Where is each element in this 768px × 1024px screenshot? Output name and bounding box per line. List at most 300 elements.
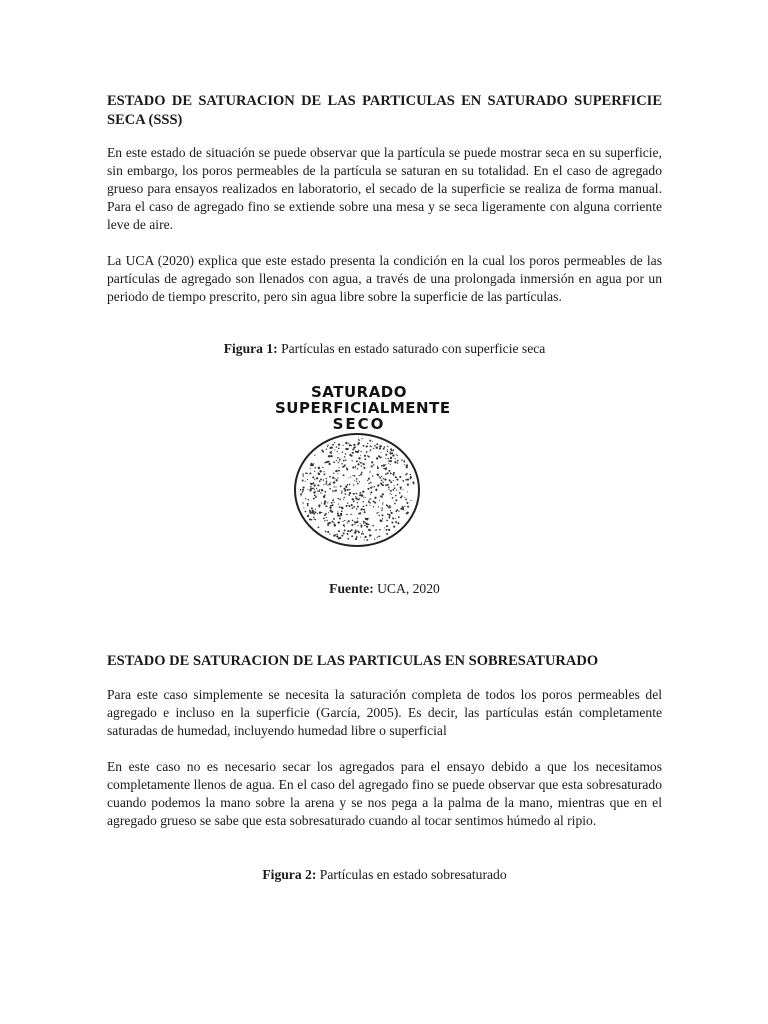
stipple-dot [333, 499, 334, 500]
figure1-source-label: Fuente: [329, 581, 374, 596]
stipple-dot [361, 472, 363, 474]
stipple-dot [366, 505, 368, 507]
stipple-dot [397, 460, 399, 462]
stipple-dot [387, 451, 388, 452]
stipple-dot [393, 475, 394, 476]
stipple-dot [400, 508, 402, 510]
stipple-dot [338, 470, 340, 472]
stipple-dot [387, 458, 388, 459]
stipple-dot [399, 476, 401, 478]
stipple-dot [370, 482, 372, 484]
stipple-dot [356, 508, 358, 510]
stipple-dot [302, 502, 303, 503]
stipple-dot [349, 444, 351, 446]
stipple-dot [305, 498, 306, 499]
stipple-dot [359, 492, 361, 494]
stipple-dot [357, 483, 359, 485]
stipple-dot [329, 476, 331, 478]
stipple-dot [355, 497, 357, 499]
stipple-dot [376, 447, 378, 449]
stipple-dot [310, 464, 312, 466]
stipple-dot [399, 492, 401, 494]
stipple-dot [357, 530, 358, 531]
stipple-dot [385, 458, 386, 459]
stipple-dot [313, 511, 314, 512]
stipple-dot [322, 467, 323, 468]
stipple-dot [337, 451, 338, 452]
stipple-dot [341, 493, 342, 494]
stipple-dot [357, 525, 358, 526]
stipple-dot [357, 506, 359, 508]
stipple-dot [323, 495, 325, 497]
stipple-dot [355, 467, 356, 468]
stipple-dot [401, 497, 402, 498]
stipple-dot [315, 508, 316, 509]
stipple-dot [368, 501, 370, 503]
stipple-dot [303, 507, 304, 508]
stipple-dot [397, 522, 399, 524]
stipple-dot [340, 485, 342, 487]
stipple-dot [313, 513, 315, 515]
stipple-dot [392, 517, 394, 519]
stipple-dot [360, 455, 361, 456]
stipple-dot [345, 448, 347, 450]
stipple-dot [359, 461, 360, 462]
stipple-dot [381, 514, 383, 516]
stipple-dot [387, 513, 389, 515]
stipple-dot [365, 518, 367, 520]
stipple-dot [328, 463, 330, 465]
stipple-dot [343, 499, 344, 500]
stipple-dot [345, 459, 347, 461]
stipple-dot [332, 477, 334, 479]
stipple-dot [324, 520, 325, 521]
section-heading-sobresaturado: ESTADO DE SATURACION DE LAS PARTICULAS EN SOBRESATURADO [107, 653, 599, 669]
stipple-dot [370, 498, 372, 500]
stipple-dot [331, 521, 333, 523]
stipple-dot [384, 446, 386, 448]
stipple-dot [402, 508, 404, 510]
stipple-dot [316, 477, 318, 479]
stipple-dot [343, 497, 344, 498]
stipple-dot [309, 512, 311, 514]
stipple-dot [360, 473, 362, 475]
stipple-dot [405, 479, 407, 481]
stipple-dot [406, 502, 408, 504]
stipple-dot [383, 464, 385, 466]
stipple-dot [329, 533, 330, 534]
stipple-dot [310, 483, 312, 485]
stipple-dot [382, 518, 383, 519]
stipple-dot [370, 494, 371, 495]
stipple-dot [339, 537, 341, 539]
stipple-dot [314, 471, 315, 472]
stipple-dot [330, 455, 332, 457]
stipple-dot [361, 451, 362, 452]
stipple-dot [387, 446, 388, 447]
stipple-dot [343, 532, 345, 534]
stipple-dot [319, 505, 320, 506]
stipple-dot [355, 538, 357, 540]
stipple-dot [336, 536, 338, 538]
stipple-dot [405, 498, 407, 500]
stipple-dot [386, 520, 388, 522]
stipple-dot [395, 518, 396, 519]
figure2-caption [107, 866, 662, 884]
stipple-dot [337, 512, 339, 514]
stipple-dot [388, 529, 390, 531]
stipple-dot [394, 503, 396, 505]
stipple-dot [345, 442, 347, 444]
stipple-dot [363, 463, 365, 465]
stipple-dot [380, 456, 382, 458]
stipple-dot [363, 497, 364, 498]
stipple-dot [357, 498, 359, 500]
stipple-dot [329, 488, 330, 489]
stipple-dot [302, 480, 304, 482]
stipple-dot [362, 491, 364, 493]
stipple-dot [390, 493, 391, 494]
stipple-dot [391, 522, 393, 524]
stipple-dot [367, 488, 369, 490]
stipple-dot [318, 473, 320, 475]
stipple-dot [303, 487, 305, 489]
stipple-dot [339, 467, 340, 468]
stipple-dot [353, 506, 355, 508]
stipple-dot [342, 521, 343, 522]
stipple-dot [321, 512, 322, 513]
stipple-dot [347, 489, 349, 491]
stipple-dot [339, 458, 341, 460]
stipple-dot [325, 531, 327, 533]
stipple-dot [351, 535, 353, 537]
stipple-dot [398, 516, 400, 518]
stipple-dot [380, 445, 382, 447]
stipple-dot [352, 520, 354, 522]
stipple-dot [333, 461, 335, 463]
stipple-dot [316, 488, 317, 489]
stipple-dot [351, 524, 353, 526]
stipple-dot [319, 480, 321, 482]
stipple-dot [331, 453, 332, 454]
stipple-dot [359, 481, 360, 482]
stipple-dot [312, 476, 314, 478]
stipple-dot [379, 515, 380, 516]
stipple-dot [410, 474, 412, 476]
stipple-dot [307, 505, 308, 506]
stipple-dot [407, 491, 408, 492]
stipple-dot [393, 480, 394, 481]
stipple-dot [395, 510, 397, 512]
stipple-dot [341, 514, 343, 516]
stipple-dot [396, 454, 397, 455]
stipple-dot [360, 537, 361, 538]
stipple-dot [327, 484, 328, 485]
stipple-dot [313, 484, 315, 486]
stipple-dot [343, 524, 345, 526]
stipple-dot [352, 507, 354, 509]
stipple-dot [353, 500, 355, 502]
stipple-dot [331, 502, 333, 504]
stipple-dot [373, 506, 374, 507]
stipple-dot [354, 480, 355, 481]
stipple-dot [402, 489, 403, 490]
stipple-dot [381, 465, 383, 467]
stipple-dot [391, 457, 392, 458]
stipple-dot [349, 505, 351, 507]
stipple-dot [312, 463, 314, 465]
stipple-dot [353, 485, 354, 486]
stipple-dot [387, 449, 388, 450]
stipple-dot [368, 478, 370, 480]
stipple-dot [381, 476, 382, 477]
stipple-dot [333, 518, 335, 520]
stipple-dot [326, 448, 327, 449]
stipple-dot [347, 533, 349, 535]
stipple-dot [357, 502, 358, 503]
stipple-dot [386, 467, 387, 468]
stipple-dot [395, 495, 397, 497]
stipple-dot [314, 494, 316, 496]
stipple-dot [394, 487, 396, 489]
stipple-dot [346, 467, 348, 469]
stipple-dot [338, 473, 339, 474]
stipple-dot [365, 497, 366, 498]
figure1-illustration [275, 383, 451, 552]
stipple-dot [385, 473, 387, 475]
stipple-dot [337, 457, 339, 459]
stipple-dot [302, 491, 304, 493]
stipple-dot [381, 510, 383, 512]
section-heading-sss: ESTADO DE SATURACION DE LAS PARTICULAS EN SATURADO SUPERFICIE SECA (SSS) [107, 93, 662, 128]
stipple-dot [307, 479, 308, 480]
stipple-dot [329, 522, 331, 524]
stipple-dot [344, 456, 346, 458]
stipple-dot [382, 497, 383, 498]
stipple-dot [381, 452, 382, 453]
stipple-dot [401, 459, 403, 461]
stipple-dot [317, 513, 318, 514]
stipple-dot [376, 443, 378, 445]
stipple-dot [356, 451, 358, 453]
stipple-dot [382, 503, 383, 504]
stipple-dot [351, 445, 352, 446]
stipple-dot [368, 524, 370, 526]
stipple-dot [330, 510, 332, 512]
stipple-dot [394, 458, 395, 459]
stipple-dot [334, 449, 335, 450]
stipple-dot [369, 471, 370, 472]
stipple-dot [343, 460, 345, 462]
stipple-dot [343, 474, 345, 476]
stipple-dot [327, 531, 329, 533]
stipple-dot [406, 512, 408, 514]
stipple-dot [387, 506, 389, 508]
stipple-dot [385, 454, 387, 456]
stipple-dot [339, 498, 341, 500]
stipple-dot [379, 477, 381, 479]
stipple-dot [324, 501, 326, 503]
stipple-dot [325, 506, 327, 508]
stipple-dot [365, 522, 367, 524]
stipple-dot [368, 529, 370, 531]
stipple-dot [328, 455, 330, 457]
stipple-dot [333, 472, 334, 473]
stipple-dot [332, 444, 334, 446]
stipple-dot [344, 520, 345, 521]
stipple-dot [401, 506, 403, 508]
stipple-dot [405, 474, 407, 476]
stipple-dot [361, 438, 362, 439]
stipple-dot [410, 476, 412, 478]
stipple-dot [410, 500, 411, 501]
stipple-dot [393, 526, 395, 528]
stipple-dot [348, 520, 350, 522]
stipple-dot [370, 487, 372, 489]
stipple-dot [374, 538, 375, 539]
stipple-dot [356, 493, 358, 495]
figure1-caption [107, 340, 662, 358]
stipple-dot [326, 517, 327, 518]
stipple-dot [314, 455, 315, 456]
stipple-dot [332, 504, 334, 506]
stipple-dot [352, 448, 354, 450]
stipple-dot [363, 509, 365, 511]
stipple-dot [352, 452, 354, 454]
stipple-dot [300, 495, 301, 496]
stipple-dot [360, 462, 362, 464]
stipple-dot [371, 465, 373, 467]
stipple-dot [334, 524, 336, 526]
stipple-dot [339, 506, 341, 508]
stipple-dot [407, 479, 409, 481]
stipple-dot [389, 514, 390, 515]
stipple-dot [353, 447, 355, 449]
stipple-dot [335, 534, 336, 535]
stipple-dot [366, 539, 368, 541]
stipple-dot [337, 477, 338, 478]
stipple-dot [343, 488, 345, 490]
stipple-dot [379, 519, 381, 521]
stipple-dot [378, 512, 379, 513]
stipple-dot [352, 498, 354, 500]
stipple-dot [361, 533, 363, 535]
stipple-dot [372, 475, 373, 476]
stipple-dot [376, 512, 378, 514]
stipple-dot [376, 457, 378, 459]
stipple-dot [313, 483, 314, 484]
stipple-dot [377, 537, 378, 538]
stipple-dot [386, 533, 388, 535]
stipple-dot [348, 477, 349, 478]
stipple-dot [383, 448, 385, 450]
stipple-dot [385, 464, 386, 465]
stipple-dot [377, 467, 379, 469]
stipple-dot [404, 464, 405, 465]
stipple-dot [338, 498, 339, 499]
stipple-dot [334, 478, 335, 479]
stipple-dot [338, 447, 340, 449]
stipple-dot [389, 479, 391, 481]
stipple-dot [390, 460, 392, 462]
stipple-dot [379, 500, 380, 501]
stipple-dot [388, 517, 390, 519]
stipple-dot [334, 490, 335, 491]
stipple-dot [336, 460, 337, 461]
stipple-dot [303, 490, 304, 491]
stipple-dot [386, 525, 388, 527]
stipple-dot [398, 510, 399, 511]
stipple-dot [390, 490, 392, 492]
stipple-dot [300, 489, 302, 491]
stipple-dot [341, 507, 343, 509]
stipple-dot [345, 493, 346, 494]
stipple-dot [402, 480, 404, 482]
stipple-dot [313, 498, 315, 500]
stipple-dot [400, 488, 401, 489]
stipple-dot [373, 486, 375, 488]
stipple-dot [347, 484, 349, 486]
stipple-dot [360, 523, 361, 524]
stipple-dot [323, 471, 324, 472]
stipple-dot [381, 507, 382, 508]
stipple-dot [355, 466, 356, 467]
stipple-dot [310, 468, 311, 469]
stipple-dot [341, 491, 342, 492]
stipple-dot [327, 502, 328, 503]
stipple-dot [393, 472, 395, 474]
stipple-dot [358, 513, 360, 515]
stipple-dot [335, 470, 337, 472]
paragraph-sss-description: En este estado de situación se puede observar que la partícula se puede mostrar seca en su superficie, sin embargo, los poros permeables de la partícula se saturan en su totalidad. En el caso de agregado grueso para ensayos realizados en laboratorio, el secado de la superficie se realiza de forma manual. Para el caso de agregado fino se extiende sobre una mesa y se seca ligeramente con alguna corriente leve de aire. [107, 145, 662, 232]
stipple-dot [393, 449, 395, 451]
stipple-dot [390, 481, 392, 483]
stipple-dot [311, 488, 313, 490]
stipple-dot [372, 441, 373, 442]
stipple-dot [374, 497, 376, 499]
stipple-dot [334, 502, 335, 503]
stipple-dot [344, 464, 346, 466]
stipple-dot [352, 475, 353, 476]
stipple-dot [364, 458, 366, 460]
stipple-dot [358, 457, 360, 459]
stipple-dot [329, 447, 331, 449]
stipple-dot [385, 484, 387, 486]
stipple-dot [332, 500, 334, 502]
stipple-dot [315, 497, 316, 498]
stipple-dot [356, 536, 358, 538]
stipple-dot [333, 481, 335, 483]
stipple-dot [309, 473, 311, 475]
stipple-dot [336, 534, 338, 536]
stipple-dot [328, 512, 329, 513]
stipple-dot [323, 518, 325, 520]
stipple-dot [383, 478, 384, 479]
stipple-dot [392, 497, 394, 499]
stipple-dot [347, 503, 348, 504]
stipple-dot [363, 533, 364, 534]
stipple-dot [369, 505, 370, 506]
stipple-dot [331, 451, 332, 452]
stipple-dot [302, 473, 303, 474]
stipple-dot [360, 508, 362, 510]
stipple-dot [395, 476, 397, 478]
stipple-dot [346, 505, 348, 507]
stipple-dot [370, 445, 372, 447]
stipple-dot [308, 499, 309, 500]
stipple-dot [319, 512, 321, 514]
stipple-dot [318, 527, 319, 528]
